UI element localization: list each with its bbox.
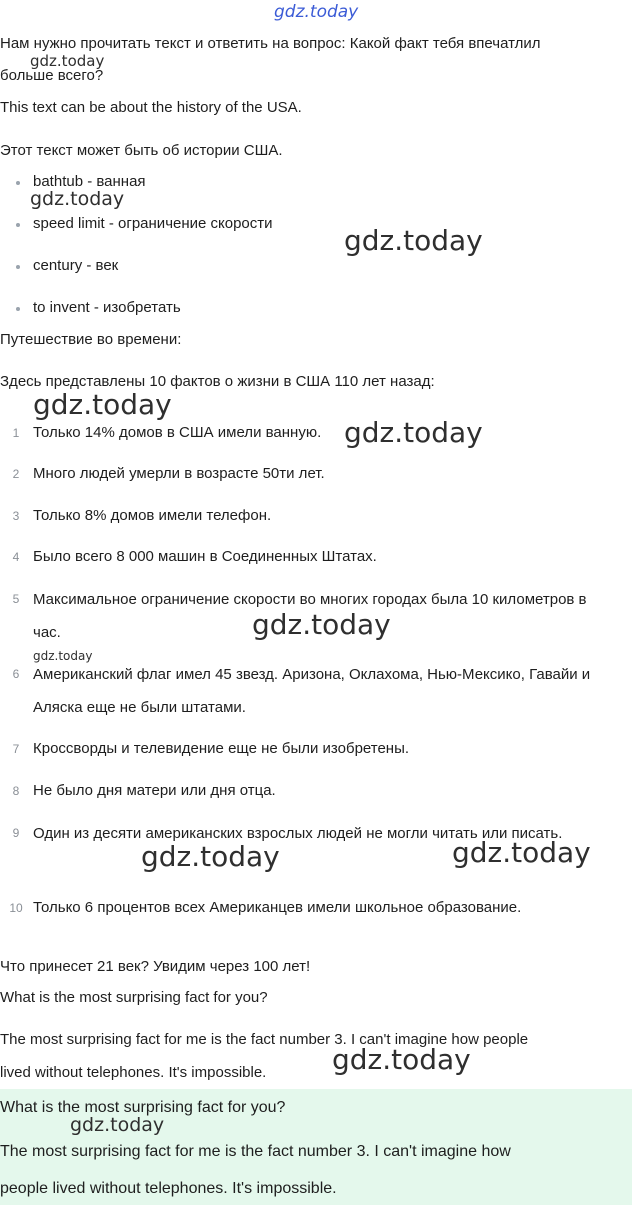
fact-text: Только 6 процентов всех Американцев имели школьное образование. bbox=[33, 899, 522, 916]
watermark: gdz.today bbox=[452, 836, 591, 869]
closing-ru: Что принесет 21 век? Увидим через 100 лет! bbox=[0, 958, 311, 975]
time-travel-heading: Путешествие во времени: bbox=[0, 331, 182, 348]
fact-number: 10 bbox=[9, 901, 23, 915]
task-line-1: Нам нужно прочитать текст и ответить на вопрос: Какой факт тебя впечатлил bbox=[0, 35, 541, 52]
fact-number: 5 bbox=[12, 592, 20, 606]
watermark: gdz.today bbox=[70, 1114, 165, 1136]
answer-box-line-2: people lived without telephones. It's impossible. bbox=[0, 1180, 337, 1197]
vocab-item: bathtub - ванная bbox=[16, 172, 146, 192]
intro-ru: Этот текст может быть об истории США. bbox=[0, 142, 283, 159]
fact-number: 6 bbox=[12, 667, 20, 681]
fact-number: 8 bbox=[12, 784, 20, 798]
vocab-item: century - век bbox=[16, 256, 118, 276]
answer-box-line-1: The most surprising fact for me is the fact number 3. I can't imagine how bbox=[0, 1143, 511, 1160]
answer-line-1: The most surprising fact for me is the fact number 3. I can't imagine how people bbox=[0, 1031, 529, 1048]
watermark: gdz.today bbox=[30, 188, 125, 210]
fact-text: Не было дня матери или дня отца. bbox=[33, 782, 276, 799]
fact-number: 9 bbox=[12, 826, 20, 840]
watermark: gdz.today bbox=[141, 840, 280, 873]
watermark: gdz.today bbox=[344, 416, 483, 449]
fact-text: Один из десяти американских взрослых людей не могли читать или писать. bbox=[33, 825, 563, 842]
fact-text: Американский флаг имел 45 звезд. Аризона, Оклахома, Нью-Мексико, Гавайи и Аляска еще не были штатами. bbox=[33, 666, 591, 716]
fact-number: 3 bbox=[12, 509, 20, 523]
fact-number: 1 bbox=[12, 426, 20, 440]
vocab-item: to invent - изобретать bbox=[16, 298, 181, 318]
answer-line-2: lived without telephones. It's impossible. bbox=[0, 1064, 267, 1081]
fact-number: 2 bbox=[12, 467, 20, 481]
watermark: gdz.today bbox=[33, 388, 172, 421]
watermark: gdz.today bbox=[30, 52, 105, 70]
fact-text: Только 8% домов имели телефон. bbox=[33, 507, 272, 524]
watermark: gdz.today bbox=[344, 224, 483, 257]
fact-text: Кроссворды и телевидение еще не были изобретены. bbox=[33, 740, 410, 757]
site-header-logo[interactable]: gdz.today bbox=[274, 2, 359, 22]
answer-box-question: What is the most surprising fact for you? bbox=[0, 1099, 286, 1116]
fact-text: Максимальное ограничение скорости во многих городах была 10 километров в час. bbox=[33, 591, 587, 641]
fact-number: 4 bbox=[12, 550, 20, 564]
facts-intro: Здесь представлены 10 фактов о жизни в США 110 лет назад: bbox=[0, 373, 435, 390]
watermark: gdz.today bbox=[33, 649, 93, 663]
watermark: gdz.today bbox=[332, 1043, 471, 1076]
watermark: gdz.today bbox=[252, 608, 391, 641]
vocab-item: speed limit - ограничение скорости bbox=[16, 214, 273, 234]
fact-text: Много людей умерли в возрасте 50ти лет. bbox=[33, 465, 325, 482]
fact-text: Было всего 8 000 машин в Соединенных Штатах. bbox=[33, 548, 377, 565]
fact-number: 7 bbox=[12, 742, 20, 756]
question: What is the most surprising fact for you? bbox=[0, 989, 268, 1006]
fact-text: Только 14% домов в США имели ванную. bbox=[33, 424, 322, 441]
task-line-2: больше всего? bbox=[0, 67, 104, 84]
answer-box bbox=[0, 1089, 632, 1205]
intro-en: This text can be about the history of the USA. bbox=[0, 99, 302, 116]
